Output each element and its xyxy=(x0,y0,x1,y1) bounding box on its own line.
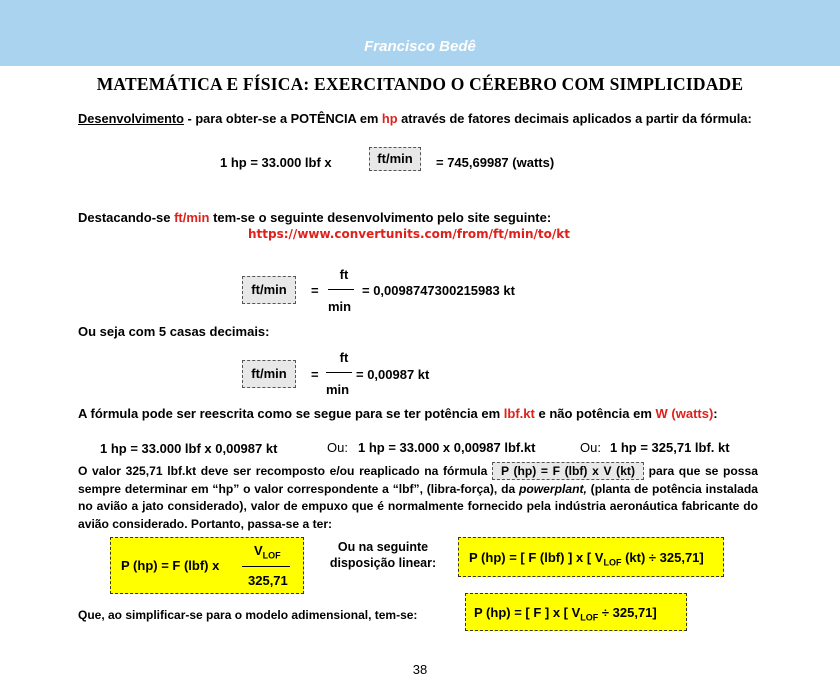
conversion1-result: = 0,0098747300215983 kt xyxy=(362,283,515,298)
formula-simple-box xyxy=(465,593,687,631)
formula-linear-sub: LOF xyxy=(603,557,622,568)
formula-fraction-numerator xyxy=(254,543,281,561)
conversion2-denominator: min xyxy=(326,382,350,397)
conversion2-equals: = xyxy=(311,367,319,382)
source-url[interactable]: https://www.convertunits.com/from/ft/min/to/kt xyxy=(248,227,570,241)
simplify-note: Que, ao simplificar-se para o modelo adimensional, tem-se: xyxy=(78,608,418,622)
formula-simple-b: ÷ 325,71] xyxy=(598,605,657,620)
intro-text2: através de fatores decimais aplicados a partir da fórmula: xyxy=(397,111,752,126)
author-name: Francisco Bedê xyxy=(364,38,476,55)
linear-note-line1: Ou na seguinte xyxy=(337,540,429,554)
intro-text1: - para obter-se a POTÊNCIA em xyxy=(183,111,382,126)
conversion1-boxed-unit: ft/min xyxy=(242,276,296,304)
rewrite-unit2: W (watts) xyxy=(655,406,714,421)
intro-paragraph xyxy=(78,110,758,127)
highlight-line xyxy=(78,210,551,225)
form-ou-1: Ou: xyxy=(327,440,348,455)
formula-simple-a: P (hp) = [ F ] x [ V xyxy=(474,605,581,620)
form-ou-2: Ou: xyxy=(580,440,601,455)
explanation-boxed-formula: P (hp) = F (lbf) x V (kt) xyxy=(492,462,644,480)
formula-fraction-sub: LOF xyxy=(262,550,281,561)
intro-hp: hp xyxy=(381,111,398,126)
conversion2-boxed-unit: ft/min xyxy=(242,360,296,388)
formula-fraction-v: V xyxy=(254,543,263,558)
explanation-end2: (planta de potência instalada no avião a jato considerado), valor de empuxo que é normalmente fornecido pela indústria aeronáutica fabricante do avião considerado. Portanto, passa-se a ter: xyxy=(78,481,758,531)
form-1: 1 hp = 33.000 lbf x 0,00987 kt xyxy=(100,441,278,456)
rewrite-unit1: lbf.kt xyxy=(503,406,535,421)
conversion1-equals: = xyxy=(311,283,319,298)
formula1-right: = 745,69987 (watts) xyxy=(436,155,555,170)
rewrite-text2: e não potência em xyxy=(534,406,656,421)
form-2: 1 hp = 33.000 x 0,00987 lbf.kt xyxy=(358,440,536,455)
rewrite-text1: A fórmula pode ser reescrita como se segue para se ter potência em xyxy=(78,406,504,421)
linear-note-line2: disposição linear: xyxy=(329,556,437,570)
form-3: 1 hp = 325,71 lbf. kt xyxy=(610,440,730,455)
conversion1-denominator: min xyxy=(328,299,352,314)
conversion2-fraction-bar xyxy=(326,372,352,373)
formula-fraction-bar xyxy=(242,566,290,567)
formula-linear-a: P (hp) = [ F (lbf) ] x [ V xyxy=(469,550,604,565)
conversion2-result: = 0,00987 kt xyxy=(356,367,430,382)
intro-label: Desenvolvimento xyxy=(78,111,184,126)
formula-fraction-denominator: 325,71 xyxy=(248,573,288,588)
page-title: MATEMÁTICA E FÍSICA: EXERCITANDO O CÉREBRO COM SIMPLICIDADE xyxy=(96,74,744,94)
formula-fraction-left: P (hp) = F (lbf) x xyxy=(121,558,220,573)
formula-linear-b: (kt) ÷ 325,71] xyxy=(621,550,704,565)
page-number: 38 xyxy=(412,662,428,677)
explanation-end: para que se possa sempre determinar em “hp” o valor correspondente a “lbf”, (libra-força), da xyxy=(78,464,758,496)
rewrite-text3: : xyxy=(713,406,718,421)
conversion1-numerator: ft xyxy=(339,267,349,282)
conversion1-fraction-bar xyxy=(328,289,354,290)
highlight-unit: ft/min xyxy=(174,210,210,225)
explanation-start: O valor 325,71 lbf.kt deve ser recomposto e/ou reaplicado na fórmula xyxy=(78,464,488,478)
conversion2-numerator: ft xyxy=(339,350,349,365)
highlight-text1: Destacando-se xyxy=(78,210,175,225)
highlight-text2: tem-se o seguinte desenvolvimento pelo site seguinte: xyxy=(209,210,552,225)
rewrite-line xyxy=(78,406,718,421)
linear-note xyxy=(318,539,448,571)
formula-linear-box xyxy=(458,537,724,577)
header-bar xyxy=(0,0,840,66)
five-decimals-note: Ou seja com 5 casas decimais: xyxy=(78,324,270,339)
explanation-paragraph xyxy=(78,463,758,533)
explanation-powerplant: powerplant, xyxy=(519,481,587,496)
formula-simple-sub: LOF xyxy=(580,612,599,623)
formula1-boxed-unit: ft/min xyxy=(369,147,421,171)
formula1-left: 1 hp = 33.000 lbf x xyxy=(220,155,332,170)
